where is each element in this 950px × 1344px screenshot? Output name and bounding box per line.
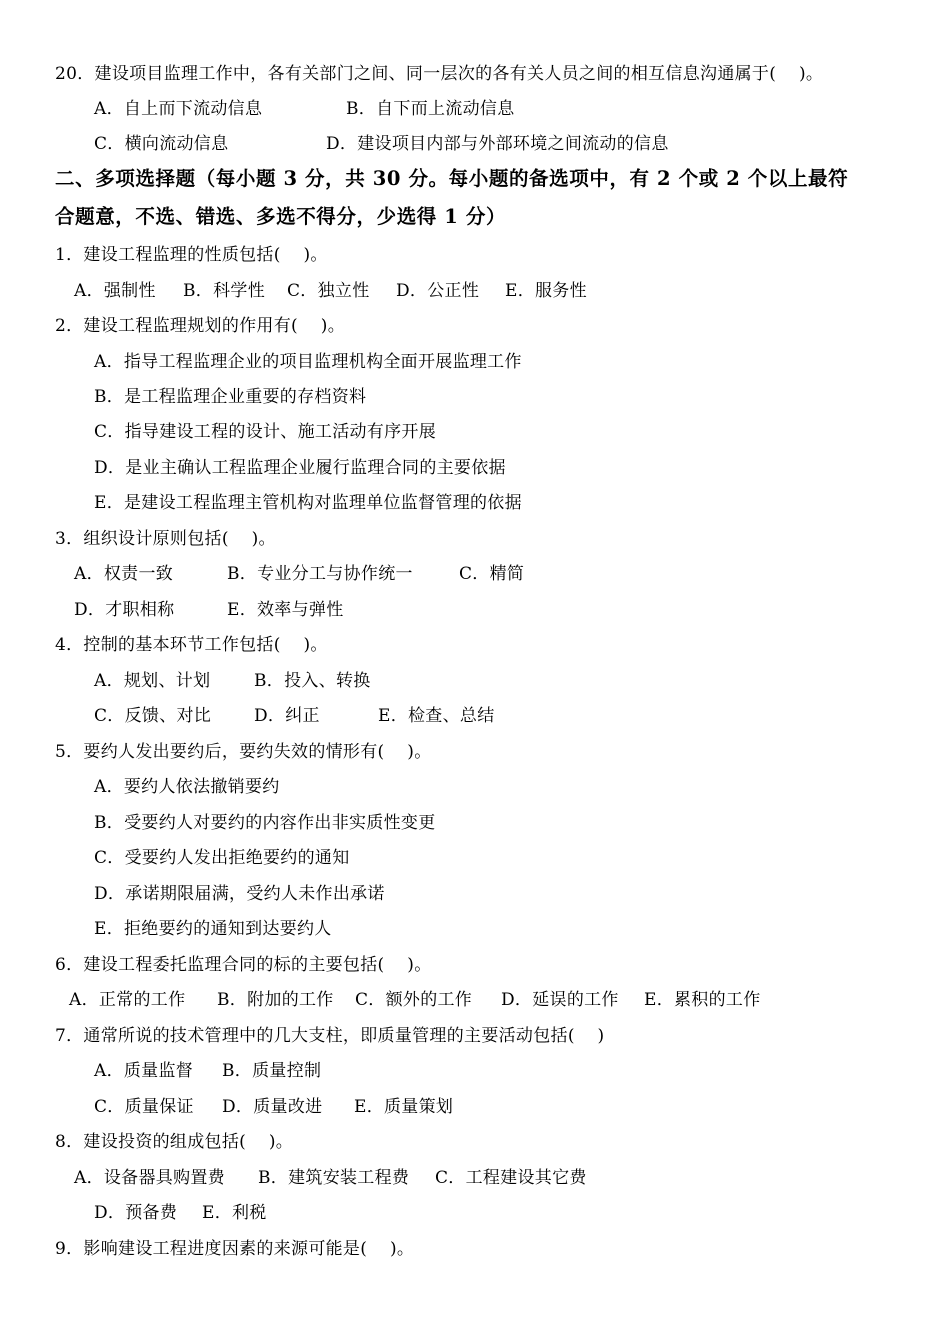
question-7-option-b: B．质量控制 — [222, 1061, 322, 1081]
question-20-option-d: D．建设项目内部与外部环境之间流动的信息 — [326, 134, 669, 154]
question-6-option-c: C．额外的工作 — [355, 990, 473, 1010]
question-6-option-d: D．延误的工作 — [501, 990, 619, 1010]
question-8-option-c: C．工程建设其它费 — [435, 1168, 587, 1188]
question-3-option-c: C．精简 — [459, 564, 525, 584]
question-2-option-e: E．是建设工程监理主管机构对监理单位监督管理的依据 — [94, 493, 522, 513]
question-1-option-b: B．科学性 — [183, 281, 265, 301]
question-6-option-a: A．正常的工作 — [69, 990, 186, 1010]
question-1-stem: 1．建设工程监理的性质包括( )。 — [55, 245, 328, 265]
question-2-option-a: A．指导工程监理企业的项目监理机构全面开展监理工作 — [94, 352, 522, 372]
question-5-option-c: C．受要约人发出拒绝要约的通知 — [94, 848, 350, 868]
question-5-option-b: B．受要约人对要约的内容作出非实质性变更 — [94, 813, 436, 833]
question-1-option-d: D．公正性 — [396, 281, 480, 301]
question-6-option-e: E．累积的工作 — [644, 990, 761, 1010]
question-7-option-d: D．质量改进 — [222, 1097, 323, 1117]
question-4-stem: 4．控制的基本环节工作包括( )。 — [55, 635, 328, 655]
question-8-option-e: E．利税 — [202, 1203, 267, 1223]
question-4-option-e: E．检查、总结 — [378, 706, 495, 726]
question-8-option-d: D．预备费 — [94, 1203, 178, 1223]
question-4-option-c: C．反馈、对比 — [94, 706, 212, 726]
question-8-stem: 8．建设投资的组成包括( )。 — [55, 1132, 294, 1152]
question-20-option-b: B．自下而上流动信息 — [346, 99, 515, 119]
question-5-option-d: D．承诺期限届满，受约人未作出承诺 — [94, 884, 385, 904]
question-1-option-a: A．强制性 — [74, 281, 156, 301]
question-3-option-d: D．才职相称 — [74, 600, 175, 620]
question-4-option-d: D．纠正 — [254, 706, 320, 726]
section-heading-line-2: 合题意，不选、错选、多选不得分，少选得 1 分） — [55, 205, 507, 228]
question-2-option-b: B．是工程监理企业重要的存档资料 — [94, 387, 367, 407]
question-20-option-c: C．横向流动信息 — [94, 134, 229, 154]
question-3-option-a: A．权责一致 — [74, 564, 174, 584]
question-8-option-b: B．建筑安装工程费 — [258, 1168, 410, 1188]
question-9-stem: 9．影响建设工程进度因素的来源可能是( )。 — [55, 1239, 415, 1259]
question-3-option-e: E．效率与弹性 — [227, 600, 344, 620]
question-3-option-b: B．专业分工与协作统一 — [227, 564, 413, 584]
question-3-stem: 3．组织设计原则包括( )。 — [55, 529, 276, 549]
question-6-option-b: B．附加的工作 — [217, 990, 334, 1010]
question-7-option-c: C．质量保证 — [94, 1097, 194, 1117]
question-5-stem: 5．要约人发出要约后，要约失效的情形有( )。 — [55, 742, 432, 762]
question-8-option-a: A．设备器具购置费 — [74, 1168, 225, 1188]
question-7-option-a: A．质量监督 — [94, 1061, 194, 1081]
question-7-stem: 7．通常所说的技术管理中的几大支柱，即质量管理的主要活动包括( ) — [55, 1026, 605, 1046]
question-7-option-e: E．质量策划 — [354, 1097, 454, 1117]
question-6-stem: 6．建设工程委托监理合同的标的主要包括( )。 — [55, 955, 432, 975]
section-heading-line-1: 二、多项选择题（每小题 3 分，共 30 分。每小题的备选项中，有 2 个或 2 个以上最符 — [55, 167, 849, 190]
question-2-option-d: D．是业主确认工程监理企业履行监理合同的主要依据 — [94, 458, 506, 478]
question-1-option-e: E．服务性 — [505, 281, 587, 301]
question-5-option-e: E．拒绝要约的通知到达要约人 — [94, 919, 332, 939]
question-4-option-a: A．规划、计划 — [94, 671, 211, 691]
question-2-option-c: C．指导建设工程的设计、施工活动有序开展 — [94, 422, 437, 442]
question-4-option-b: B．投入、转换 — [254, 671, 371, 691]
question-20-stem: 20．建设项目监理工作中，各有关部门之间、同一层次的各有关人员之间的相互信息沟通属于( )。 — [55, 64, 824, 84]
question-5-option-a: A．要约人依法撤销要约 — [94, 777, 280, 797]
question-2-stem: 2．建设工程监理规划的作用有( )。 — [55, 316, 345, 336]
question-20-option-a: A．自上而下流动信息 — [94, 99, 263, 119]
question-1-option-c: C．独立性 — [287, 281, 370, 301]
